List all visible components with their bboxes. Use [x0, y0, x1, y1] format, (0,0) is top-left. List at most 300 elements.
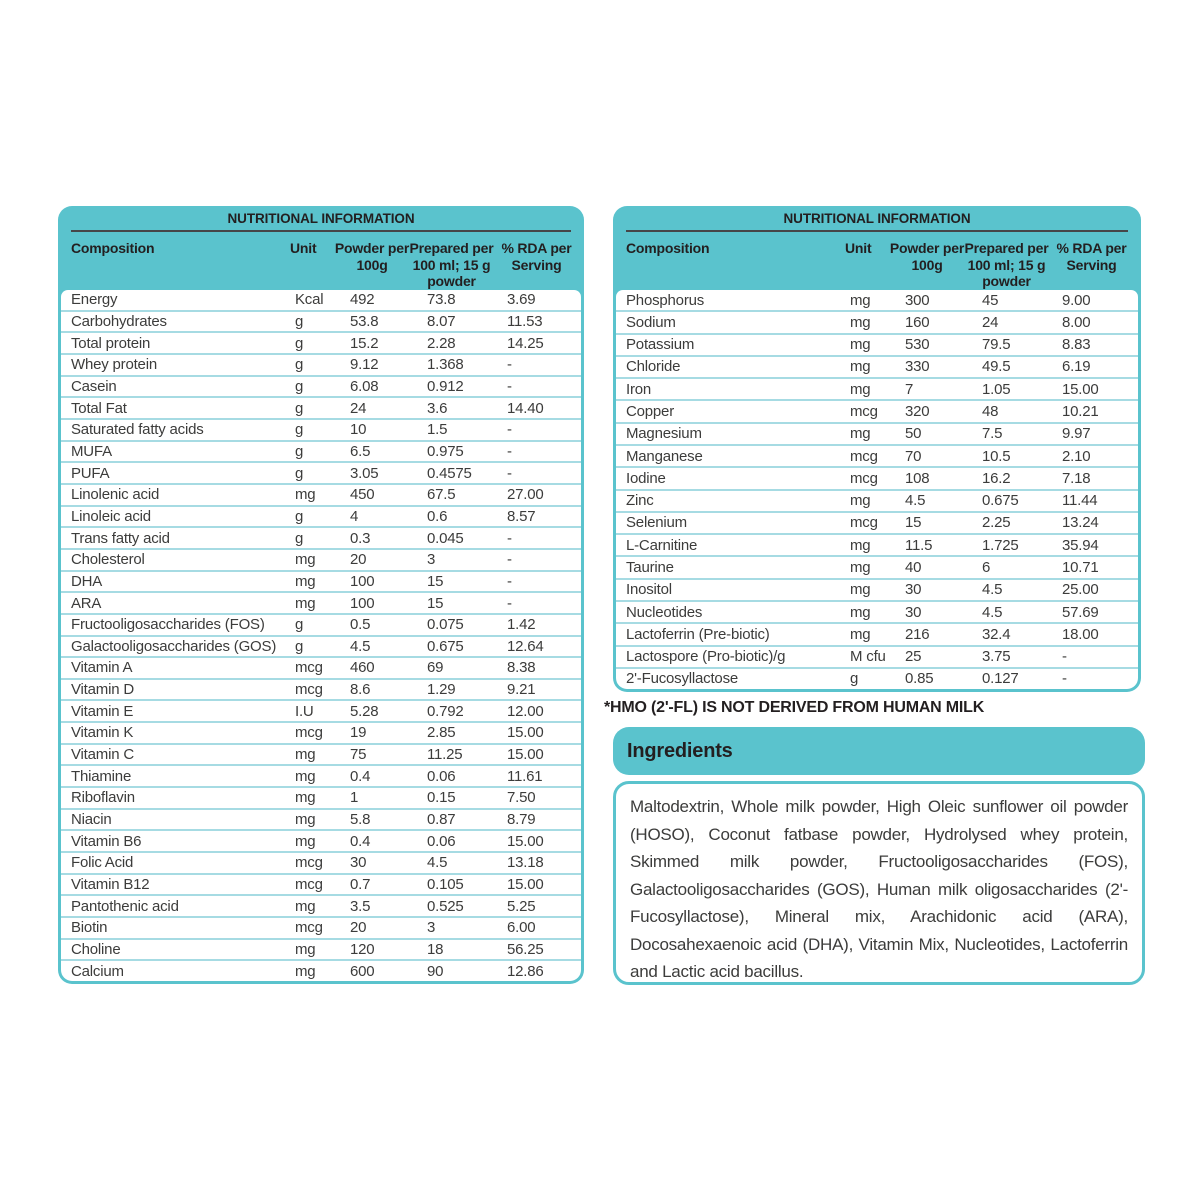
composition-cell: Linolenic acid [71, 486, 160, 504]
prepared-cell: 7.5 [982, 425, 1003, 443]
prepared-cell: 73.8 [427, 291, 456, 309]
composition-cell: Magnesium [626, 425, 702, 443]
unit-cell: mg [295, 551, 316, 569]
composition-cell: Selenium [626, 514, 687, 532]
rda-cell: 3.69 [507, 291, 536, 309]
rda-cell: 15.00 [1062, 380, 1099, 398]
rda-cell: 35.94 [1062, 536, 1099, 554]
composition-cell: Sodium [626, 313, 676, 331]
unit-cell: mg [295, 941, 316, 959]
powder-per-100g-cell: 70 [905, 447, 922, 465]
table-row [616, 401, 1138, 423]
composition-cell: Taurine [626, 559, 674, 577]
prepared-cell: 3 [427, 551, 436, 569]
unit-cell: g [295, 507, 304, 525]
column-header-composition: Composition [71, 240, 155, 256]
ingredients-title: Ingredients [627, 739, 733, 762]
table-row [61, 701, 581, 723]
powder-per-100g-cell: 160 [905, 313, 930, 331]
rda-cell: - [507, 551, 512, 569]
powder-per-100g-cell: 75 [350, 746, 367, 764]
table-row [61, 485, 581, 507]
powder-per-100g-cell: 0.85 [905, 670, 934, 688]
rda-cell: - [507, 421, 512, 439]
table-body [61, 290, 581, 981]
table-header-row [613, 232, 1141, 290]
prepared-cell: 0.15 [427, 789, 456, 807]
powder-per-100g-cell: 8.6 [350, 681, 371, 699]
table-row [61, 442, 581, 464]
column-header-unit: Unit [290, 240, 317, 256]
composition-cell: Lactospore (Pro-biotic)/g [626, 648, 786, 666]
powder-per-100g-cell: 3.05 [350, 464, 379, 482]
prepared-cell: 6 [982, 559, 991, 577]
unit-cell: mg [295, 767, 316, 785]
rda-cell: - [507, 594, 512, 612]
unit-cell: mg [850, 625, 871, 643]
powder-per-100g-cell: 5.28 [350, 702, 379, 720]
unit-cell: mcg [850, 447, 878, 465]
rda-cell: 56.25 [507, 941, 544, 959]
powder-per-100g-cell: 9.12 [350, 356, 379, 374]
unit-cell: mg [295, 789, 316, 807]
prepared-cell: 4.5 [982, 603, 1003, 621]
table-row [61, 637, 581, 659]
rda-cell: 15.00 [507, 746, 544, 764]
table-row [61, 810, 581, 832]
powder-per-100g-cell: 50 [905, 425, 922, 443]
unit-cell: g [850, 670, 859, 688]
table-row [61, 333, 581, 355]
powder-per-100g-cell: 6.08 [350, 377, 379, 395]
table-row [61, 572, 581, 594]
rda-cell: 8.83 [1062, 336, 1091, 354]
rda-cell: 9.21 [507, 681, 536, 699]
table-row [616, 624, 1138, 646]
table-row [61, 940, 581, 962]
table-row [616, 647, 1138, 669]
prepared-cell: 0.4575 [427, 464, 472, 482]
prepared-cell: 69 [427, 659, 444, 677]
unit-cell: mg [295, 746, 316, 764]
powder-per-100g-cell: 7 [905, 380, 914, 398]
prepared-cell: 0.675 [427, 637, 464, 655]
prepared-cell: 0.127 [982, 670, 1019, 688]
table-row [616, 312, 1138, 334]
prepared-cell: 2.85 [427, 724, 456, 742]
prepared-cell: 1.29 [427, 681, 456, 699]
table-row [61, 831, 581, 853]
unit-cell: mg [295, 486, 316, 504]
table-row [616, 557, 1138, 579]
rda-cell: 5.25 [507, 897, 536, 915]
prepared-cell: 1.05 [982, 380, 1011, 398]
table-row [616, 513, 1138, 535]
unit-cell: mcg [295, 659, 323, 677]
prepared-cell: 1.5 [427, 421, 448, 439]
prepared-cell: 1.368 [427, 356, 464, 374]
table-row [61, 593, 581, 615]
composition-cell: Niacin [71, 811, 112, 829]
prepared-cell: 24 [982, 313, 999, 331]
rda-cell: 8.57 [507, 507, 536, 525]
table-title: NUTRITIONAL INFORMATION [783, 211, 971, 226]
column-header-powder-per-100g: Powder per 100g [334, 240, 410, 273]
prepared-cell: 0.975 [427, 442, 464, 460]
column-header-prepared: Prepared per 100 ml; 15 g powder [409, 240, 494, 289]
prepared-cell: 48 [982, 403, 999, 421]
rda-cell: - [507, 572, 512, 590]
table-row [61, 875, 581, 897]
composition-cell: Folic Acid [71, 854, 134, 872]
ingredients-panel [613, 781, 1145, 985]
rda-cell: 1.42 [507, 616, 536, 634]
prepared-cell: 0.675 [982, 492, 1019, 510]
powder-per-100g-cell: 330 [905, 358, 930, 376]
prepared-cell: 67.5 [427, 486, 456, 504]
rda-cell: 12.86 [507, 962, 544, 980]
composition-cell: Manganese [626, 447, 703, 465]
powder-per-100g-cell: 216 [905, 625, 930, 643]
table-row [61, 398, 581, 420]
ingredients-text: Maltodextrin, Whole milk powder, High Oleic sunflower oil powder (HOSO), Coconut fatbase powder, Hydrolysed whey protein, Skimmed milk powder, Fructooligosaccharides (FOS), Galactooligosaccharides (GOS), Human milk oligosaccharides (2'-Fucosyllactose), Mineral mix, Arachidonic acid (ARA), Docosahexaenoic acid (DHA), Vitamin Mix, Nucleotides, Lactoferrin and Lactic acid bacillus. [630, 797, 1128, 981]
table-row [61, 961, 581, 981]
rda-cell: 7.18 [1062, 469, 1091, 487]
unit-cell: mg [295, 832, 316, 850]
composition-cell: Vitamin B6 [71, 832, 142, 850]
table-row [616, 357, 1138, 379]
composition-cell: Phosphorus [626, 291, 705, 309]
table-row [61, 290, 581, 312]
composition-cell: Calcium [71, 962, 124, 980]
rda-cell: 10.71 [1062, 559, 1099, 577]
unit-cell: mg [295, 572, 316, 590]
unit-cell: g [295, 464, 304, 482]
composition-cell: ARA [71, 594, 102, 612]
composition-cell: Carbohydrates [71, 312, 167, 330]
composition-cell: Riboflavin [71, 789, 135, 807]
table-row [616, 491, 1138, 513]
unit-cell: mg [850, 603, 871, 621]
unit-cell: mg [850, 425, 871, 443]
powder-per-100g-cell: 100 [350, 572, 375, 590]
unit-cell: g [295, 399, 304, 417]
table-title: NUTRITIONAL INFORMATION [227, 211, 415, 226]
powder-per-100g-cell: 492 [350, 291, 375, 309]
powder-per-100g-cell: 15 [905, 514, 922, 532]
rda-cell: 7.50 [507, 789, 536, 807]
composition-cell: PUFA [71, 464, 110, 482]
table-row [616, 468, 1138, 490]
rda-cell: 57.69 [1062, 603, 1099, 621]
prepared-cell: 79.5 [982, 336, 1011, 354]
rda-cell: - [507, 356, 512, 374]
composition-cell: Chloride [626, 358, 681, 376]
table-row [61, 896, 581, 918]
powder-per-100g-cell: 5.8 [350, 811, 371, 829]
nutrition-table-macronutrients [58, 206, 584, 984]
table-row [616, 669, 1138, 689]
rda-cell: 8.00 [1062, 313, 1091, 331]
powder-per-100g-cell: 4.5 [905, 492, 926, 510]
prepared-cell: 45 [982, 291, 999, 309]
unit-cell: mcg [295, 876, 323, 894]
prepared-cell: 11.25 [427, 746, 463, 764]
rda-cell: 13.18 [507, 854, 544, 872]
unit-cell: mcg [850, 403, 878, 421]
column-header-composition: Composition [626, 240, 710, 256]
prepared-cell: 2.25 [982, 514, 1011, 532]
unit-cell: M cfu [850, 648, 886, 666]
rda-cell: 27.00 [507, 486, 544, 504]
composition-cell: Zinc [626, 492, 654, 510]
prepared-cell: 2.28 [427, 334, 456, 352]
unit-cell: mg [850, 358, 871, 376]
composition-cell: Energy [71, 291, 118, 309]
rda-cell: 11.44 [1062, 492, 1098, 510]
powder-per-100g-cell: 11.5 [905, 536, 933, 554]
composition-cell: Saturated fatty acids [71, 421, 204, 439]
unit-cell: g [295, 377, 304, 395]
table-row [616, 424, 1138, 446]
unit-cell: mg [850, 559, 871, 577]
unit-cell: g [295, 529, 304, 547]
rda-cell: 13.24 [1062, 514, 1099, 532]
powder-per-100g-cell: 3.5 [350, 897, 371, 915]
unit-cell: g [295, 421, 304, 439]
table-row [61, 615, 581, 637]
rda-cell: 14.40 [507, 399, 544, 417]
composition-cell: Thiamine [71, 767, 132, 785]
table-row [616, 580, 1138, 602]
prepared-cell: 10.5 [982, 447, 1011, 465]
rda-cell: 12.64 [507, 637, 544, 655]
column-header-prepared: Prepared per 100 ml; 15 g powder [964, 240, 1049, 289]
rda-cell: - [1062, 670, 1067, 688]
composition-cell: Pantothenic acid [71, 897, 179, 915]
table-row [61, 918, 581, 940]
unit-cell: mcg [850, 469, 878, 487]
prepared-cell: 90 [427, 962, 444, 980]
prepared-cell: 15 [427, 572, 444, 590]
unit-cell: mg [850, 492, 871, 510]
table-row [61, 377, 581, 399]
rda-cell: 8.79 [507, 811, 536, 829]
rda-cell: 15.00 [507, 832, 544, 850]
prepared-cell: 32.4 [982, 625, 1011, 643]
powder-per-100g-cell: 53.8 [350, 312, 379, 330]
powder-per-100g-cell: 4 [350, 507, 359, 525]
composition-cell: DHA [71, 572, 103, 590]
unit-cell: mcg [850, 514, 878, 532]
column-header-powder-per-100g: Powder per 100g [889, 240, 965, 273]
table-row [61, 420, 581, 442]
table-header-row [58, 232, 584, 290]
composition-cell: MUFA [71, 442, 112, 460]
composition-cell: Lactoferrin (Pre-biotic) [626, 625, 770, 643]
powder-per-100g-cell: 19 [350, 724, 367, 742]
table-row [61, 788, 581, 810]
powder-per-100g-cell: 320 [905, 403, 930, 421]
composition-cell: Galactooligosaccharides (GOS) [71, 637, 277, 655]
composition-cell: Iodine [626, 469, 666, 487]
composition-cell: Vitamin D [71, 681, 134, 699]
rda-cell: 11.61 [507, 767, 543, 785]
composition-cell: Whey protein [71, 356, 157, 374]
rda-cell: 12.00 [507, 702, 544, 720]
rda-cell: 15.00 [507, 724, 544, 742]
rda-cell: 6.19 [1062, 358, 1091, 376]
table-row [616, 446, 1138, 468]
prepared-cell: 4.5 [427, 854, 448, 872]
powder-per-100g-cell: 0.5 [350, 616, 371, 634]
unit-cell: mcg [295, 854, 323, 872]
powder-per-100g-cell: 10 [350, 421, 367, 439]
unit-cell: I.U [295, 702, 314, 720]
composition-cell: Trans fatty acid [71, 529, 170, 547]
composition-cell: Potassium [626, 336, 695, 354]
table-row [61, 463, 581, 485]
powder-per-100g-cell: 450 [350, 486, 375, 504]
composition-cell: Casein [71, 377, 117, 395]
prepared-cell: 18 [427, 941, 444, 959]
prepared-cell: 0.6 [427, 507, 448, 525]
prepared-cell: 4.5 [982, 581, 1003, 599]
prepared-cell: 15 [427, 594, 444, 612]
unit-cell: mg [850, 380, 871, 398]
prepared-cell: 1.725 [982, 536, 1019, 554]
table-row [61, 658, 581, 680]
powder-per-100g-cell: 120 [350, 941, 375, 959]
composition-cell: Vitamin C [71, 746, 134, 764]
powder-per-100g-cell: 1 [350, 789, 359, 807]
prepared-cell: 0.06 [427, 767, 456, 785]
composition-cell: Biotin [71, 919, 108, 937]
unit-cell: mg [850, 536, 871, 554]
powder-per-100g-cell: 25 [905, 648, 922, 666]
prepared-cell: 3 [427, 919, 436, 937]
prepared-cell: 49.5 [982, 358, 1011, 376]
prepared-cell: 0.912 [427, 377, 464, 395]
unit-cell: g [295, 334, 304, 352]
nutrition-table-minerals [613, 206, 1141, 692]
powder-per-100g-cell: 0.7 [350, 876, 371, 894]
table-row [61, 355, 581, 377]
table-row [61, 528, 581, 550]
rda-cell: 18.00 [1062, 625, 1099, 643]
unit-cell: mg [850, 291, 871, 309]
powder-per-100g-cell: 108 [905, 469, 930, 487]
prepared-cell: 0.87 [427, 811, 456, 829]
table-row [61, 550, 581, 572]
powder-per-100g-cell: 0.4 [350, 767, 371, 785]
prepared-cell: 3.75 [982, 648, 1011, 666]
powder-per-100g-cell: 30 [905, 581, 922, 599]
powder-per-100g-cell: 460 [350, 659, 375, 677]
unit-cell: mg [295, 811, 316, 829]
table-row [616, 290, 1138, 312]
table-row [61, 853, 581, 875]
prepared-cell: 0.105 [427, 876, 464, 894]
unit-cell: g [295, 356, 304, 374]
table-row [61, 312, 581, 334]
unit-cell: mg [850, 313, 871, 331]
powder-per-100g-cell: 0.4 [350, 832, 371, 850]
powder-per-100g-cell: 20 [350, 551, 367, 569]
composition-cell: Cholesterol [71, 551, 145, 569]
prepared-cell: 0.792 [427, 702, 464, 720]
unit-cell: g [295, 312, 304, 330]
powder-per-100g-cell: 6.5 [350, 442, 371, 460]
prepared-cell: 8.07 [427, 312, 456, 330]
unit-cell: mg [295, 962, 316, 980]
prepared-cell: 0.06 [427, 832, 456, 850]
rda-cell: - [507, 464, 512, 482]
unit-cell: mg [295, 594, 316, 612]
unit-cell: mg [850, 336, 871, 354]
table-row [616, 335, 1138, 357]
prepared-cell: 0.075 [427, 616, 464, 634]
hmo-disclaimer: *HMO (2'-FL) IS NOT DERIVED FROM HUMAN MILK [604, 699, 985, 716]
rda-cell: - [507, 442, 512, 460]
rda-cell: - [507, 377, 512, 395]
unit-cell: g [295, 442, 304, 460]
composition-cell: Inositol [626, 581, 672, 599]
composition-cell: Choline [71, 941, 121, 959]
powder-per-100g-cell: 24 [350, 399, 367, 417]
table-row [616, 602, 1138, 624]
rda-cell: - [507, 529, 512, 547]
rda-cell: 14.25 [507, 334, 544, 352]
composition-cell: Fructooligosaccharides (FOS) [71, 616, 265, 634]
powder-per-100g-cell: 30 [905, 603, 922, 621]
powder-per-100g-cell: 20 [350, 919, 367, 937]
table-row [61, 507, 581, 529]
composition-cell: Total Fat [71, 399, 127, 417]
unit-cell: Kcal [295, 291, 324, 309]
unit-cell: g [295, 637, 304, 655]
rda-cell: 15.00 [507, 876, 544, 894]
rda-cell: 10.21 [1062, 403, 1099, 421]
prepared-cell: 0.045 [427, 529, 464, 547]
composition-cell: Vitamin B12 [71, 876, 150, 894]
powder-per-100g-cell: 600 [350, 962, 375, 980]
rda-cell: 25.00 [1062, 581, 1099, 599]
unit-cell: mg [850, 581, 871, 599]
composition-cell: Vitamin K [71, 724, 134, 742]
table-row [616, 379, 1138, 401]
column-header-rda: % RDA per Serving [501, 240, 572, 273]
table-row [61, 766, 581, 788]
composition-cell: Copper [626, 403, 674, 421]
rda-cell: 9.00 [1062, 291, 1091, 309]
unit-cell: mcg [295, 724, 323, 742]
powder-per-100g-cell: 100 [350, 594, 375, 612]
unit-cell: mcg [295, 919, 323, 937]
powder-per-100g-cell: 15.2 [350, 334, 379, 352]
column-header-unit: Unit [845, 240, 872, 256]
table-row [61, 680, 581, 702]
powder-per-100g-cell: 30 [350, 854, 367, 872]
composition-cell: L-Carnitine [626, 536, 698, 554]
rda-cell: 11.53 [507, 312, 543, 330]
rda-cell: 6.00 [507, 919, 536, 937]
powder-per-100g-cell: 300 [905, 291, 930, 309]
prepared-cell: 16.2 [982, 469, 1011, 487]
composition-cell: 2'-Fucosyllactose [626, 670, 739, 688]
ingredients-header [613, 727, 1145, 775]
composition-cell: Iron [626, 380, 652, 398]
